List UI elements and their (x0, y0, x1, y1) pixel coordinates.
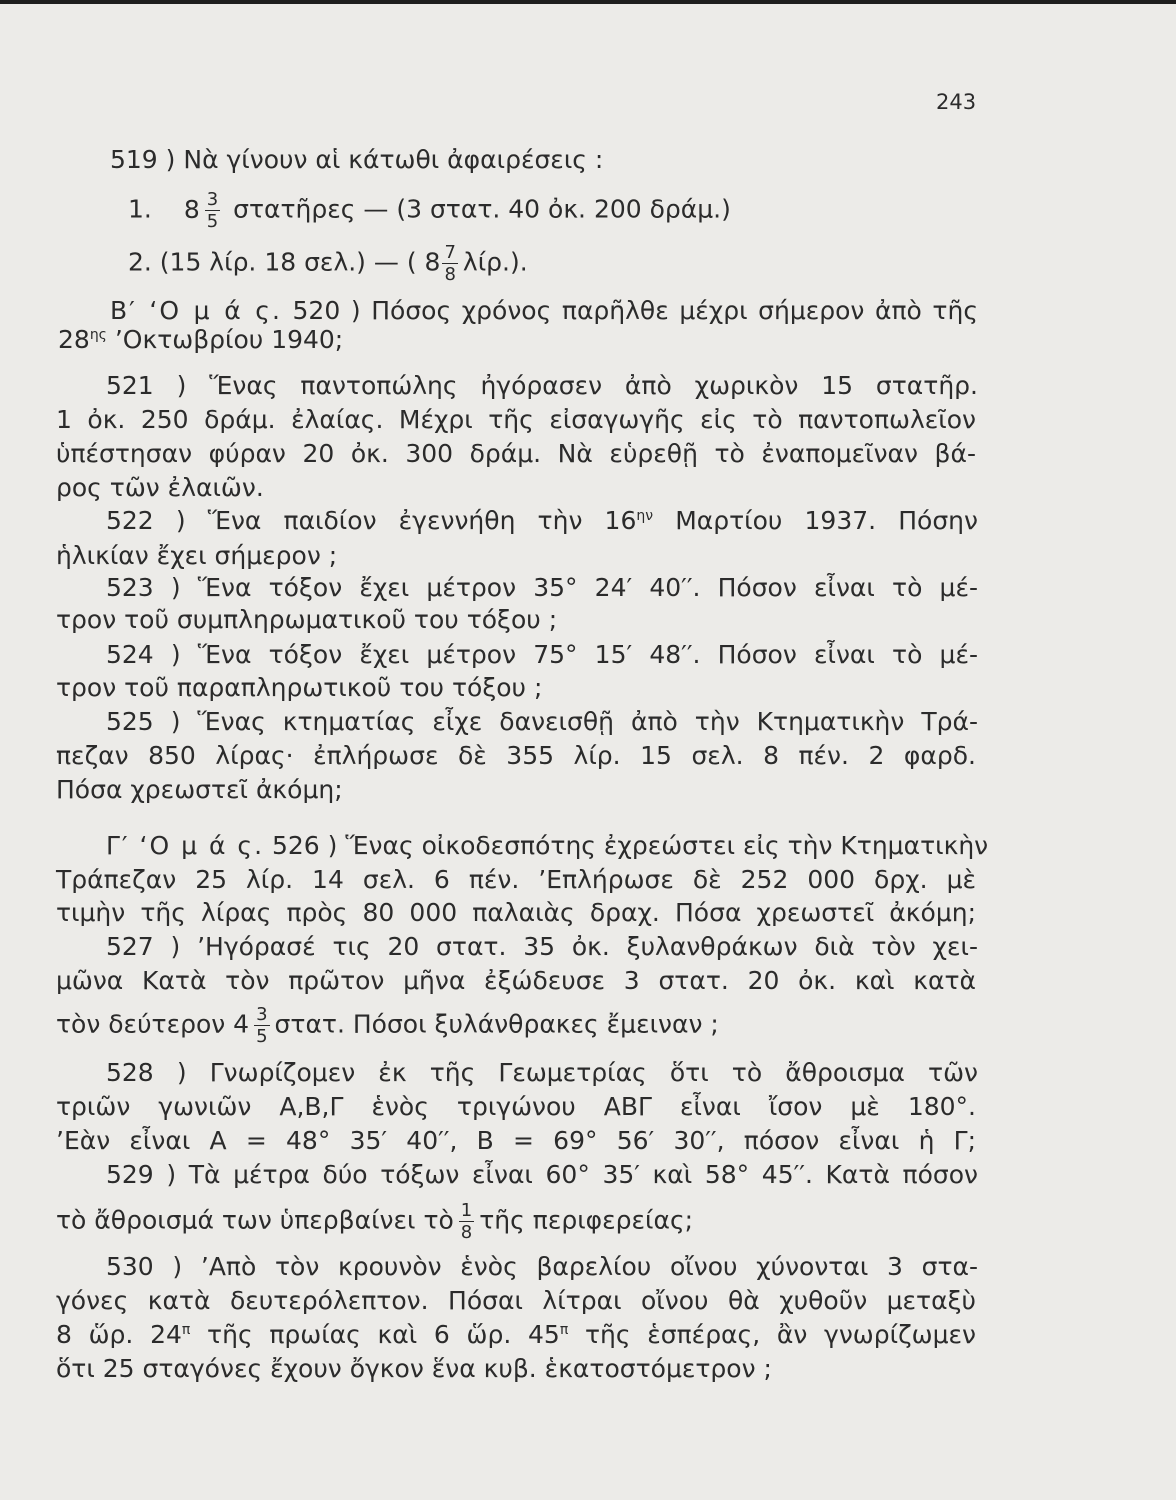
exercise-526-line-2: Τράπεζαν 25 λίρ. 14 σελ. 6 πέν. ’Επλήρωσε δὲ 252 000 δρχ. μὲ (56, 865, 976, 894)
exercise-528-line-3: ’Εὰν εἶναι Α = 48° 35′ 40′′, Β = 69° 56′ 30′′, πόσον εἶναι ἡ Γ; (56, 1126, 976, 1155)
fraction-numerator: 3 (256, 1004, 268, 1025)
exercise-521-line-4: ρος τῶν ἐλαιῶν. (56, 473, 264, 502)
exercise-524-line-2: τρον τοῦ παραπληρωτικοῦ του τόξου ; (56, 673, 543, 702)
ordinal-suffix: ης (89, 327, 107, 343)
fraction-denominator: 8 (444, 264, 456, 285)
fraction (205, 189, 220, 232)
exercise-520-line-2 (58, 325, 343, 355)
exercise-519-item-2 (128, 242, 528, 285)
exercise-522-line-1 (106, 506, 978, 536)
exercise-520-text-end: ’Οκτωβρίου 1940; (106, 325, 344, 354)
item-text: 2. (15 λίρ. 18 σελ.) — ( 8 (128, 247, 441, 277)
exercise-525-line-3: Πόσα χρεωστεῖ ἀκόμη; (56, 775, 343, 804)
exercise-522-text-end: Μαρτίου 1937. Πόσην (653, 506, 978, 535)
exercise-520-text: 520 ) Πόσος χρόνος παρῆλθε μέχρι σήμερον ἀπὸ τῆς (292, 296, 978, 325)
fraction (459, 1200, 474, 1243)
day-number: 28 (58, 325, 90, 354)
fraction-denominator: 8 (460, 1222, 473, 1243)
exercise-528-line-2: τριῶν γωνιῶν Α,Β,Γ ἑνὸς τριγώνου ΑΒΓ εἶναι ἴσον μὲ 180°. (56, 1092, 976, 1121)
page-number: 243 (936, 90, 977, 114)
exercise-529-text-end: τῆς περιφερείας; (479, 1205, 694, 1235)
exercise-527-text: τὸν δεύτερον 4 (56, 1009, 250, 1039)
exercise-527-line-2: μῶνα Κατὰ τὸν πρῶτον μῆνα ἐξώδευσε 3 στατ. 20 ὀκ. καὶ κατὰ (56, 966, 976, 995)
fraction-numerator: 1 (460, 1200, 473, 1221)
exercise-529-text: τὸ ἄθροισμά των ὑπερβαίνει τὸ (56, 1205, 454, 1235)
fraction-denominator: 5 (256, 1026, 268, 1047)
exercise-526-text: 526 ) Ἕνας οἰκοδεσπότης ἐχρεώστει εἰς τὴν Κτηματικὴν (271, 831, 989, 860)
exercise-530-line-1: 530 ) ’Απὸ τὸν κρουνὸν ἑνὸς βαρελίου οἴνου χύνονται 3 στα- (106, 1252, 978, 1281)
exercise-530-text-end: τῆς ἑσπέρας, ἂν γνωρίζωμεν (568, 1320, 976, 1349)
fraction-numerator: 7 (444, 242, 456, 263)
exercise-527-line-3 (56, 1004, 719, 1047)
item-number: 1. (128, 194, 152, 224)
fraction (442, 242, 457, 285)
time-1: 8 ὥρ. 24 (56, 1320, 182, 1349)
exercise-526-line-3: τιμὴν τῆς λίρας πρὸς 80 000 παλαιὰς δραχ. Πόσα χρεωστεῖ ἀκόμη; (56, 898, 976, 927)
exercise-530-line-4: ὅτι 25 σταγόνες ἔχουν ὄγκον ἕνα κυβ. ἑκατοστόμετρον ; (56, 1354, 772, 1383)
exercise-519-item-1 (128, 189, 731, 232)
exercise-527-text-end: στατ. Πόσοι ξυλάνθρακες ἔμειναν ; (274, 1009, 719, 1039)
exercise-530-text: τῆς πρωίας καὶ 6 ὥρ. 45 (190, 1320, 560, 1349)
exercise-529-line-1: 529 ) Τὰ μέτρα δύο τόξων εἶναι 60° 35′ καὶ 58° 45′′. Κατὰ πόσον (106, 1160, 978, 1189)
exercise-522-line-2: ἡλικίαν ἔχει σήμερον ; (56, 541, 338, 570)
minutes-suffix: π (559, 1322, 569, 1338)
exercise-519-heading: 519 ) Νὰ γίνουν αἱ κάτωθι ἀφαιρέσεις : (110, 145, 604, 174)
exercise-525-line-1: 525 ) Ἕνας κτηματίας εἶχε δανεισθῇ ἀπὸ τὴν Κτηματικὴν Τρά- (106, 707, 978, 736)
group-b-label: Β′ ‘Ο μ ά ς. (110, 296, 282, 325)
exercise-530-line-3 (56, 1320, 976, 1350)
exercise-522-text: 522 ) Ἕνα παιδίον ἐγεννήθη τὴν 16 (106, 506, 637, 535)
page-top-edge (0, 0, 1176, 4)
item-text: στατῆρες — (3 στατ. 40 ὀκ. 200 δράμ.) (233, 194, 731, 224)
exercise-528-line-1: 528 ) Γνωρίζομεν ἐκ τῆς Γεωμετρίας ὅτι τὸ ἄθροισμα τῶν (106, 1058, 978, 1087)
exercise-525-line-2: πεζαν 850 λίρας· ἐπλήρωσε δὲ 355 λίρ. 15 σελ. 8 πέν. 2 φαρδ. (56, 741, 976, 770)
ordinal-suffix: ην (636, 508, 654, 524)
exercise-530-line-2: γόνες κατὰ δευτερόλεπτον. Πόσαι λίτραι οἴνου θὰ χυθοῦν μεταξὺ (56, 1286, 976, 1315)
exercise-521-line-1: 521 ) Ἕνας παντοπώλης ἠγόρασεν ἀπὸ χωρικὸν 15 στατῆρ. (106, 371, 978, 400)
fraction (254, 1004, 269, 1047)
exercise-520-line-1 (110, 296, 978, 326)
exercise-521-line-2: 1 ὀκ. 250 δράμ. ἐλαίας. Μέχρι τῆς εἰσαγωγῆς εἰς τὸ παντοπωλεῖον (56, 405, 976, 434)
exercise-529-line-2 (56, 1200, 693, 1243)
minutes-suffix: π (181, 1322, 191, 1338)
mixed-number-whole: 8 (183, 194, 200, 224)
fraction-numerator: 3 (206, 189, 219, 210)
fraction-denominator: 5 (206, 211, 219, 232)
exercise-523-line-2: τρον τοῦ συμπληρωματικοῦ του τόξου ; (56, 605, 558, 634)
exercise-521-line-3: ὑπέστησαν φύραν 20 ὀκ. 300 δράμ. Νὰ εὑρεθῇ τὸ ἐναπομεῖναν βά- (56, 439, 976, 468)
item-text-end: λίρ.). (462, 247, 528, 277)
exercise-523-line-1: 523 ) Ἕνα τόξον ἔχει μέτρον 35° 24′ 40′′. Πόσον εἶναι τὸ μέ- (106, 573, 978, 602)
exercise-526-line-1 (106, 831, 989, 861)
group-c-label: Γ′ ‘Ο μ ά ς. (106, 831, 265, 860)
exercise-524-line-1: 524 ) Ἕνα τόξον ἔχει μέτρον 75° 15′ 48′′. Πόσον εἶναι τὸ μέ- (106, 640, 978, 669)
exercise-527-line-1: 527 ) ’Ηγόρασέ τις 20 στατ. 35 ὀκ. ξυλανθράκων διὰ τὸν χει- (106, 932, 978, 961)
